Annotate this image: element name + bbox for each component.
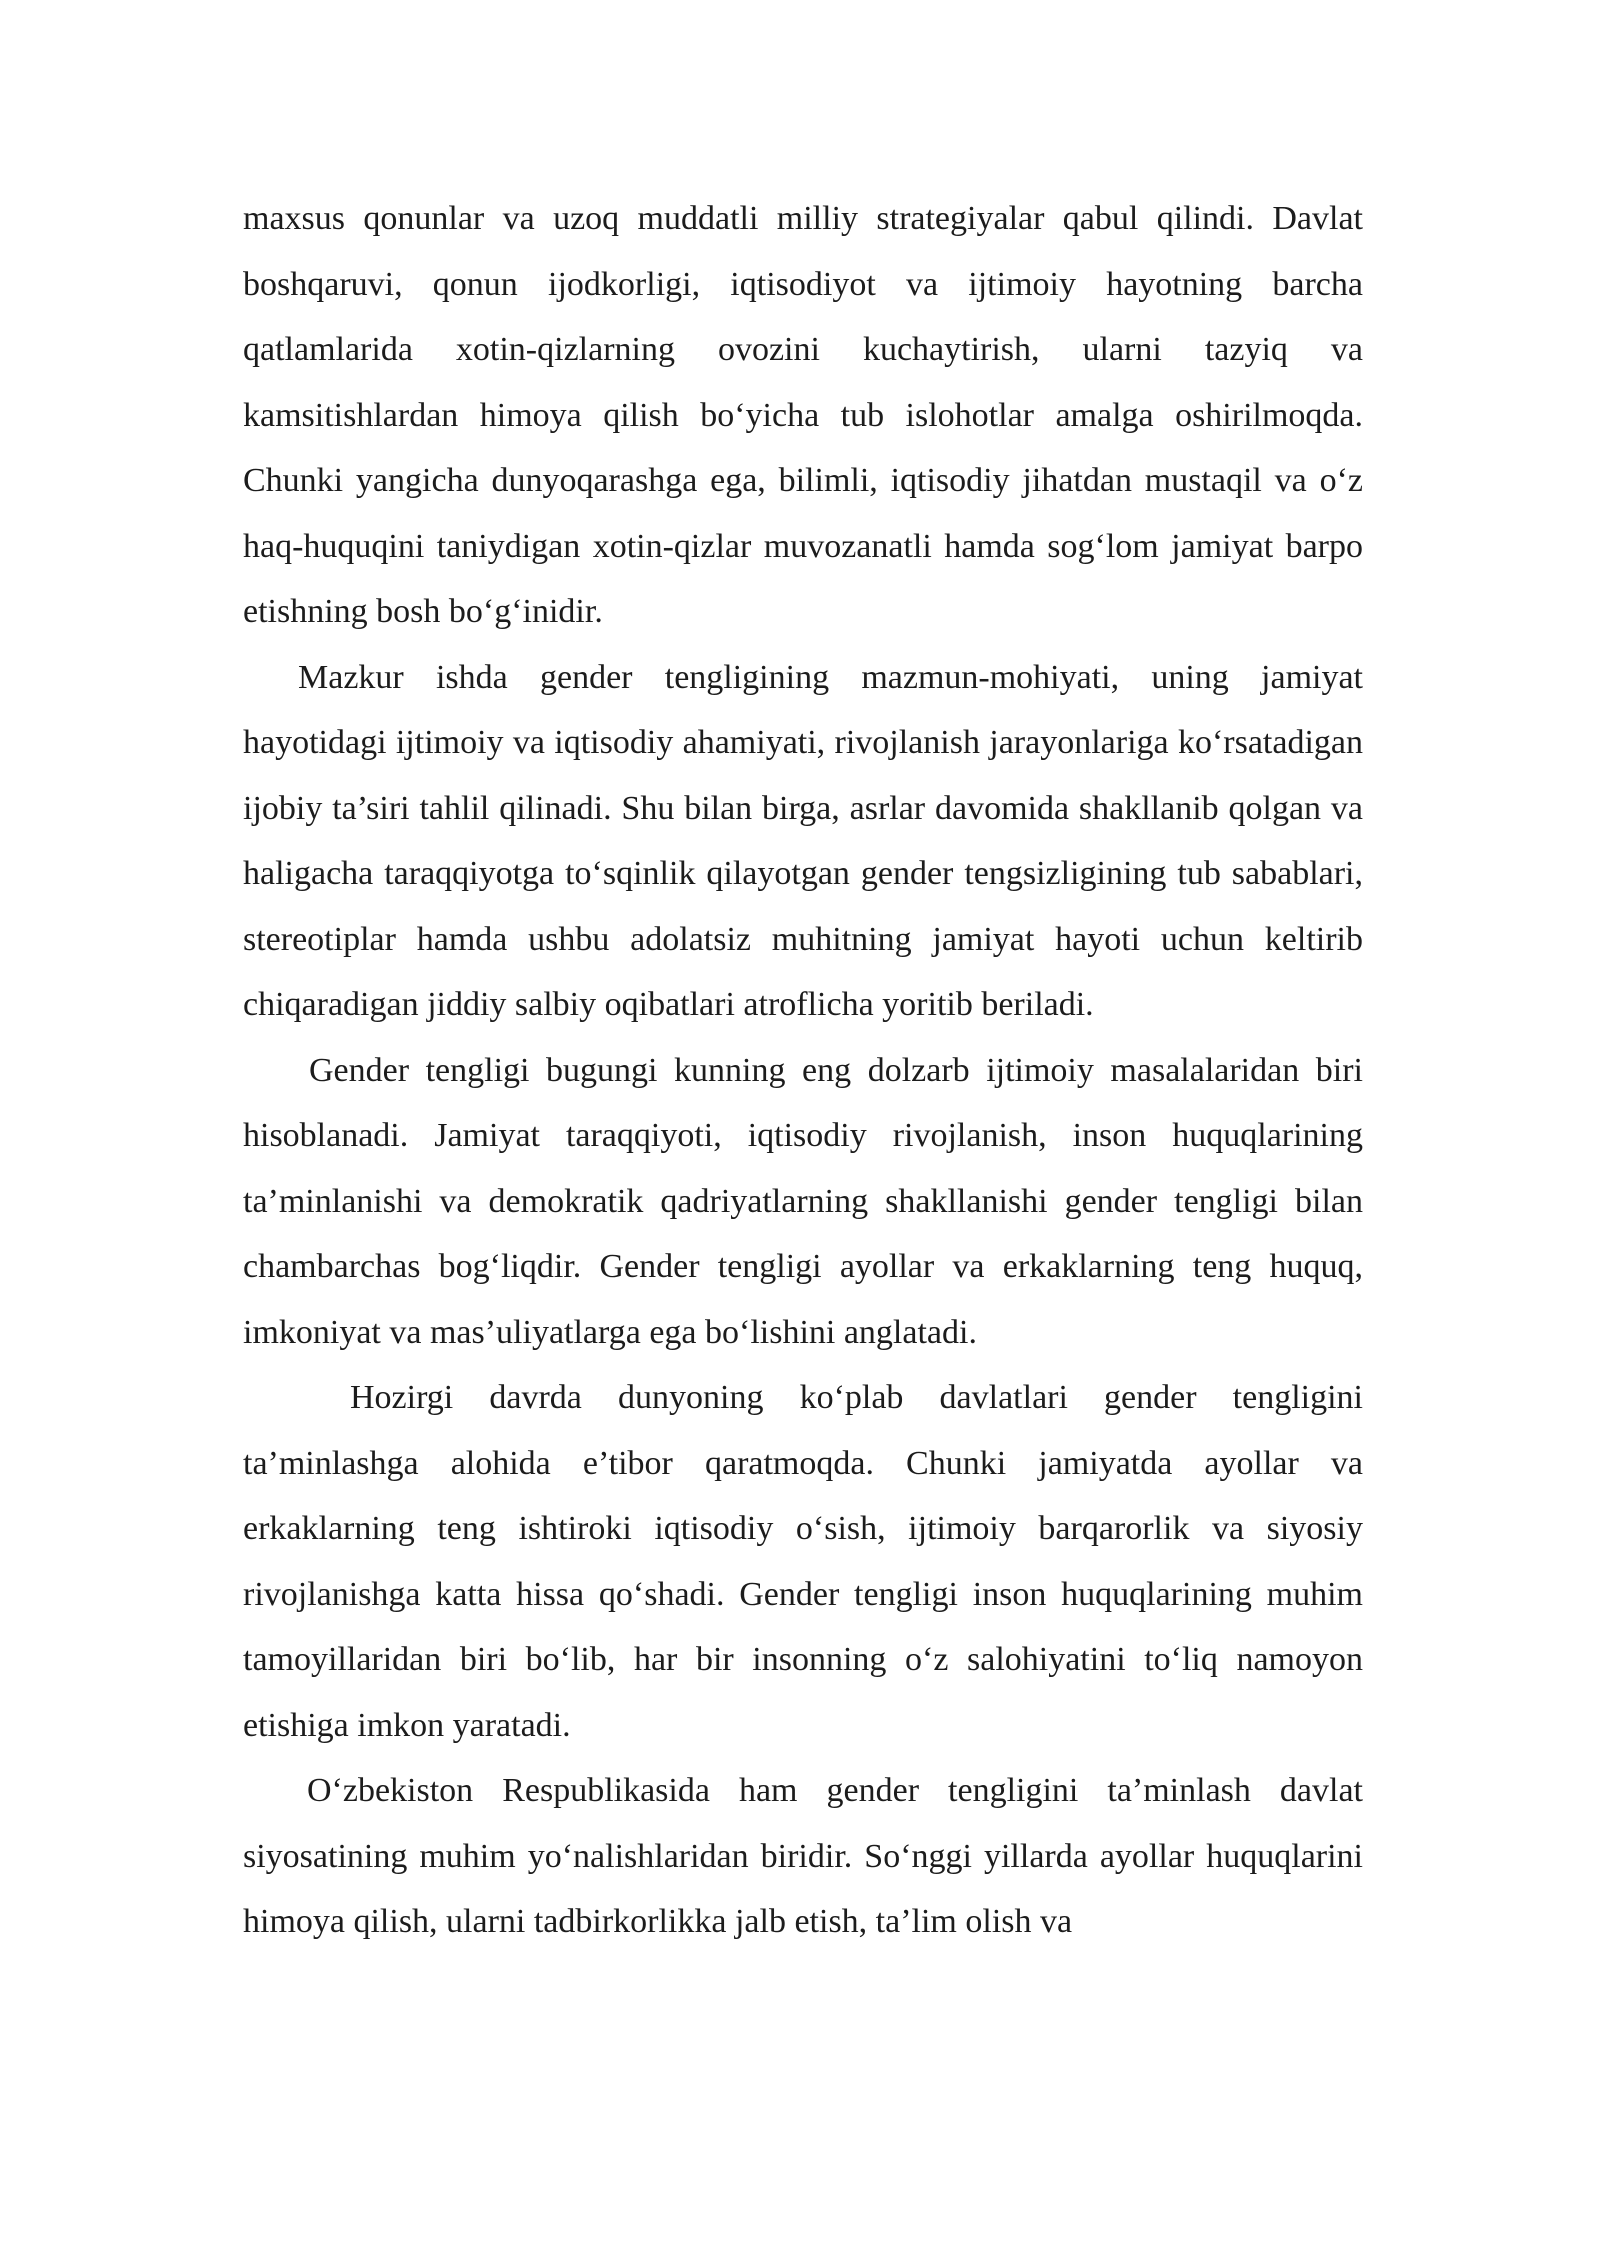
- paragraph-1: maxsus qonunlar va uzoq muddatli milliy strategiyalar qabul qilindi. Davlat boshqaruvi, qonun ijodkorligi, iqtisodiyot va ijtimoiy hayotning barcha qatlamlarida xotin-qizlarning ovozini kuchaytirish, ularni tazyiq va kamsitishlardan himoya qilish bo‘yicha tub islohotlar amalga oshirilmoqda. Chunki yangicha dunyoqarashga ega, bilimli, iqtisodiy jihatdan mustaqil va o‘z haq-huquqini taniydigan xotin-qizlar muvozanatli hamda sog‘lom jamiyat barpo etishning bosh bo‘g‘inidir.: [243, 200, 1363, 630]
- paragraph-2: Mazkur ishda gender tengligining mazmun-mohiyati, uning jamiyat hayotidagi ijtimoiy va iqtisodiy ahamiyati, rivojlanish jarayonlariga ko‘rsatadigan ijobiy ta’siri tahlil qilinadi. Shu bilan birga, asrlar davomida shakllanib qolgan va haligacha taraqqiyotga to‘sqinlik qilayotgan gender tengsizligining tub sabablari, stereotiplar hamda ushbu adolatsiz muhitning jamiyat hayoti uchun keltirib chiqaradigan jiddiy salbiy oqibatlari atroflicha yoritib beriladi.: [243, 658, 1363, 1023]
- paragraph-5: O‘zbekiston Respublikasida ham gender tengligini ta’minlash davlat siyosatining muhim yo‘nalishlaridan biridir. So‘nggi yillarda ayollar huquqlarini himoya qilish, ularni tadbirkorlikka jalb etish, ta’lim olish va: [243, 1772, 1363, 1940]
- paragraph-3: Gender tengligi bugungi kunning eng dolzarb ijtimoiy masalalaridan biri hisoblanadi. Jamiyat taraqqiyoti, iqtisodiy rivojlanish, inson huquqlarining ta’minlanishi va demokratik qadriyatlarning shakllanishi gender tengligi bilan chambarchas bog‘liqdir. Gender tengligi ayollar va erkaklarning teng huquq, imkoniyat va mas’uliyatlarga ega bo‘lishini anglatadi.: [243, 1051, 1363, 1351]
- paragraph-4: Hozirgi davrda dunyoning ko‘plab davlatlari gender tengligini ta’minlashga alohida e’tibor qaratmoqda. Chunki jamiyatda ayollar va erkaklarning teng ishtiroki iqtisodiy o‘sish, ijtimoiy barqarorlik va siyosiy rivojlanishga katta hissa qo‘shadi. Gender tengligi inson huquqlarining muhim tamoyillaridan biri bo‘lib, har bir insonning o‘z salohiyatini to‘liq namoyon etishiga imkon yaratadi.: [243, 1379, 1363, 1744]
- document-body: [243, 186, 1363, 1955]
